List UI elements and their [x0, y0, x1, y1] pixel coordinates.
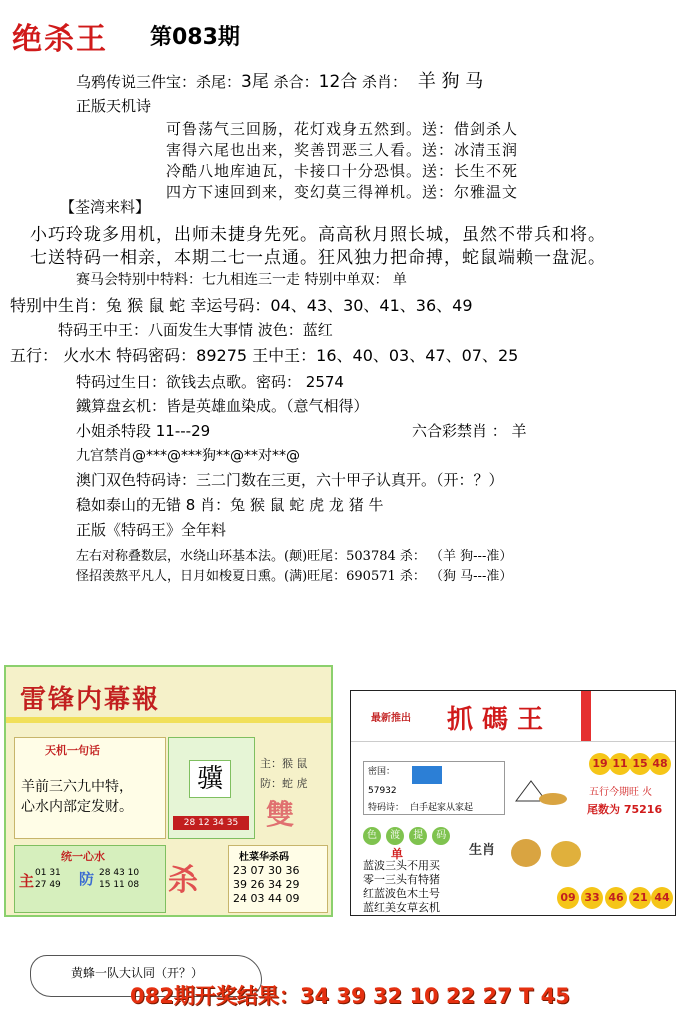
logo-block [412, 766, 442, 784]
mouse-icon [551, 841, 581, 867]
number-strip: 28 12 34 35 [173, 816, 249, 830]
top-number-2: 11 [609, 753, 631, 775]
motto: 白手起家从家起 [410, 803, 474, 813]
leifeng-poster [4, 665, 333, 917]
bottom-number-2: 33 [581, 887, 603, 909]
five-elements-code: 五行： 火水木 特码密码：89275 王中王：16、40、03、47、07、25 [10, 346, 519, 365]
code-line-4: 蓝红美女草玄机 [363, 901, 440, 914]
forbidden-zodiac: 六合彩禁肖 ： 羊 [412, 422, 527, 440]
kill-zodiac-label: 杀肖： [357, 73, 408, 91]
bottom-number-3: 46 [605, 887, 627, 909]
code-value: 57932 [368, 786, 397, 796]
top-number-4: 48 [649, 753, 671, 775]
issue-number: 第083期 [150, 25, 240, 50]
secret-label: 密国： [368, 767, 396, 777]
code-lines [363, 859, 440, 915]
tsuen-wan-heading: 【荃湾来料】 [60, 198, 151, 216]
code-line-2: 零一三头有特猪 [363, 873, 440, 886]
fang-nums-1: 28 43 10 [99, 868, 140, 878]
king-of-kings-color: 特码王中王：八面发生大事情 波色：蓝红 [58, 321, 333, 339]
poem-line-3: 冷酷八地库迪瓦，卡接口十分恐惧。送：长生不死 [166, 162, 519, 180]
zhu-label: 主 [19, 872, 35, 890]
monkey-icon [511, 839, 541, 867]
code-poem-label: 特码诗： [368, 803, 405, 813]
special-odd-even: 赛马会特别中特料：七九相连三一走 特别中单双： 单 [76, 272, 407, 288]
birthday-code: 特码过生日：欲钱去点歌。密码： 2574 [76, 373, 344, 391]
bottom-number-5: 44 [651, 887, 673, 909]
kill-zodiac: 羊 狗 马 [417, 71, 484, 92]
color-char-1: 色 [363, 827, 381, 845]
genuine-poem-heading: 正版天机诗 [76, 97, 152, 115]
zodiac-guard: 防：蛇 虎 [260, 777, 308, 790]
abacus-mystery: 鐵算盘玄机：皆是英雄血染成。（意气相得） [76, 397, 369, 415]
poster-right-tag: 最新推出 [371, 713, 411, 724]
line-three-treasures [76, 72, 483, 92]
unified-title: 统一心水 [61, 850, 105, 863]
top-number-3: 15 [629, 753, 651, 775]
poem-line-2: 害得六尾也出来，奖善罚恶三人看。送：冰清玉润 [166, 141, 519, 159]
code-line-1: 蓝波三头不用买 [363, 859, 440, 872]
heaven-word-line-2: 心水内部定发财。 [21, 799, 133, 815]
verse-line-1: 小巧玲珑多用机，出师未捷身先死。高高秋月照长城，虽然不带兵和将。 [30, 225, 606, 245]
five-element-side: 五行今期旺 火 [589, 787, 653, 798]
poster-right-header [351, 691, 676, 742]
single-mark: 单 [391, 847, 404, 861]
color-chars [363, 823, 450, 845]
wang-tail-2: 怪招羡熬平凡人，日月如梭夏日熏。(满)旺尾：690571 杀： （狗 马---准） [76, 569, 513, 584]
miss-kill-range: 小姐杀特段 11---29 [76, 422, 211, 440]
kill-he: 12合 [318, 72, 358, 92]
annual-material: 正版《特码王》全年料 [76, 521, 227, 539]
shengxiao-label: 生肖 [469, 843, 496, 858]
bottom-number-4: 21 [629, 887, 651, 909]
fang-label: 防 [79, 870, 95, 888]
zhu-nums-2: 27 49 [35, 880, 61, 890]
kill-char: 杀 [168, 863, 198, 898]
kill-row-3: 24 03 44 09 [233, 892, 300, 905]
poem-line-4: 四方下速回到来，变幻莫三得禅机。送：尔雅温文 [166, 183, 519, 201]
code-box [363, 761, 505, 815]
unified-box [14, 845, 166, 913]
poster-left-title: 雷锋内幕報 [20, 685, 161, 715]
kill-he-label: 杀合： [268, 73, 319, 91]
grab-code-poster [350, 690, 676, 916]
nine-palace-forbidden: 九宫禁肖@***@***狗**@**对**@ [76, 448, 300, 464]
page-title: 绝杀王 [12, 22, 108, 57]
poster-right-title: 抓 碼 王 [447, 705, 544, 735]
color-char-3: 提 [409, 827, 427, 845]
kill-row-1: 23 07 30 36 [233, 864, 300, 877]
tail-side: 尾数为 75216 [587, 803, 663, 816]
draw-result: 082期开奖结果：34 39 32 10 22 27 T 45 [130, 984, 570, 1008]
kill-table-title: 杜菜华杀码 [239, 852, 289, 863]
heaven-word-line-1: 羊前三六九中特， [21, 779, 133, 795]
wang-tail-1: 左右对称叠数层，水绕山环基本法。(颠)旺尾：503784 杀： （羊 狗---准） [76, 549, 513, 564]
heaven-word-title: 天机一句话 [45, 744, 100, 757]
verse-line-2: 七送特码一相亲，本期二七一点通。狂风独力把命搏，蛇鼠端赖一盘泥。 [30, 248, 606, 268]
center-char: 骥 [189, 760, 231, 798]
zhu-nums-1: 01 31 [35, 868, 61, 878]
poem-line-1: 可鲁荡气三回肠，花灯戏身五然到。送：借剑杀人 [166, 120, 519, 138]
center-char-box [168, 737, 255, 839]
code-line-3: 红蓝波色木土号 [363, 887, 440, 900]
bottom-number-1: 09 [557, 887, 579, 909]
eight-zodiac: 稳如泰山的无错 8 肖：兔 猴 鼠 蛇 虎 龙 猪 牛 [76, 496, 384, 514]
color-char-2: 渡 [386, 827, 404, 845]
red-bar [581, 691, 591, 741]
cloud-text: 黄蜂一队大认同（开？） [71, 966, 204, 980]
kill-row-2: 39 26 34 29 [233, 878, 300, 891]
poster-divider [6, 717, 333, 723]
kill-table [228, 845, 328, 913]
zodiac-main: 主：猴 鼠 [260, 757, 308, 770]
fang-nums-2: 15 11 08 [99, 880, 140, 890]
sketch-image [511, 761, 571, 813]
top-number-1: 19 [589, 753, 611, 775]
shuang-char: 雙 [266, 798, 295, 831]
color-char-4: 码 [432, 827, 450, 845]
macau-poem: 澳门双色特码诗：三二门数在三更，六十甲子认真开。（开：？） [76, 471, 504, 489]
kill-tail: 3尾 [241, 72, 269, 92]
treasures-prefix: 乌鸦传说三件宝：杀尾： [76, 73, 242, 91]
heaven-word-box [14, 737, 166, 839]
special-zodiac-lucky: 特别中生肖：兔 猴 鼠 蛇 幸运号码：04、43、30、41、36、49 [10, 296, 473, 315]
